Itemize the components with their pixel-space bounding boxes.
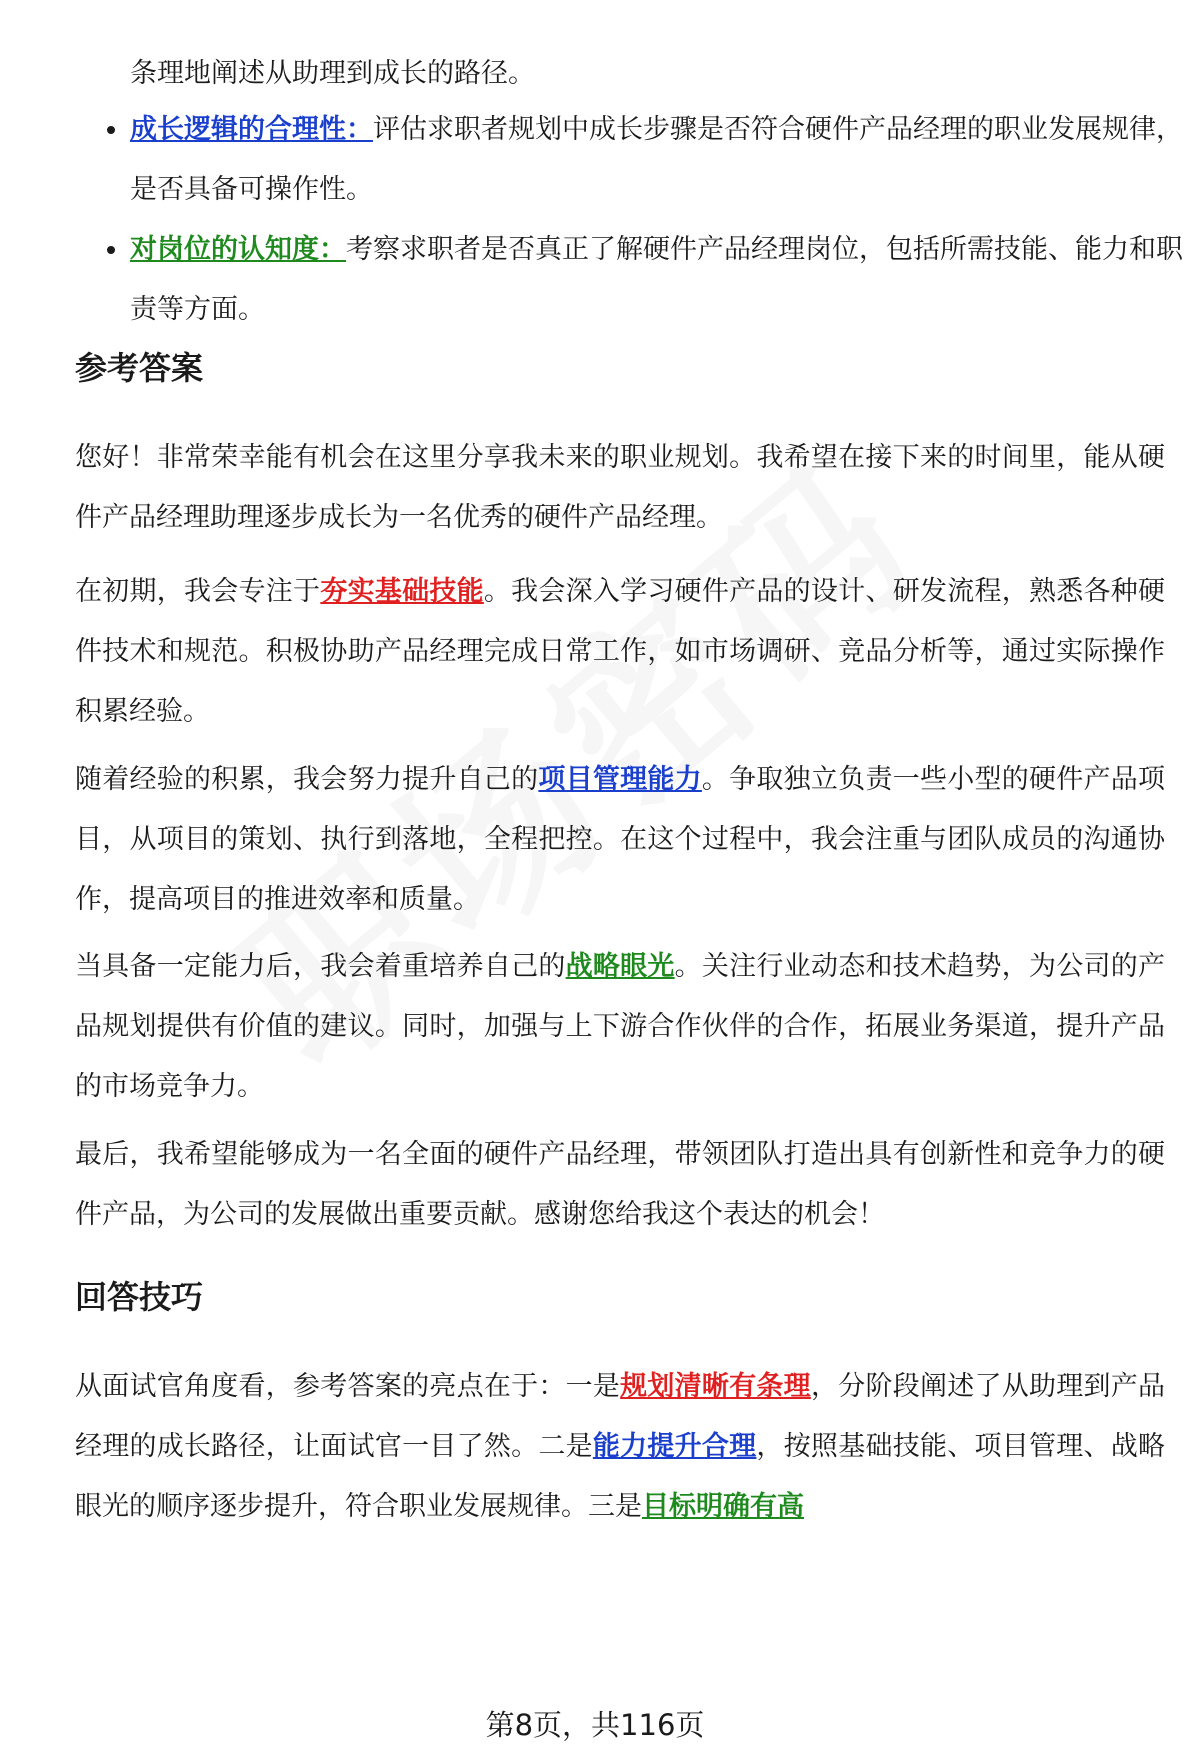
criteria-label: 成长逻辑的合理性：	[130, 114, 373, 145]
highlight-clear-plan: 规划清晰有条理	[620, 1371, 811, 1402]
section-heading-answer: 参考答案	[75, 349, 204, 387]
highlight-strategic-vision: 战略眼光	[565, 951, 675, 982]
text-run: ，分阶段阐述了从助理到产品经理的成长路径，让面试官一目了然。二是	[75, 1371, 1166, 1462]
intro-tail-line: 条理地阐述从助理到成长的路径。	[130, 58, 535, 89]
section-heading-tips: 回答技巧	[75, 1278, 204, 1316]
answer-paragraph-5: 最后，我希望能够成为一名全面的硬件产品经理，带领团队打造出具有创新性和竞争力的硬件产品，为公司的发展做出重要贡献。感谢您给我这个表达的机会！	[75, 1139, 1165, 1230]
criteria-item-growth-logic	[130, 100, 1190, 220]
criteria-list	[98, 100, 1190, 340]
highlight-project-management: 项目管理能力	[538, 764, 702, 795]
answer-paragraph-4	[75, 937, 1165, 1117]
text-run: 随着经验的积累，我会努力提升自己的	[75, 764, 539, 795]
text-run: 当具备一定能力后，我会着重培养自己的	[75, 951, 566, 982]
answer-paragraph-2	[75, 562, 1165, 742]
answer-paragraph-1: 您好！非常荣幸能有机会在这里分享我未来的职业规划。我希望在接下来的时间里，能从硬件产品经理助理逐步成长为一名优秀的硬件产品经理。	[75, 442, 1165, 533]
text-run: 。我会深入学习硬件产品的设计、研发流程，熟悉各种硬件技术和规范。积极协助产品经理完成日常工作，如市场调研、竞品分析等，通过实际操作积累经验。	[75, 576, 1166, 727]
tips-paragraph	[75, 1357, 1165, 1537]
text-run: ，按照基础技能、项目管理、战略眼光的顺序逐步提升，符合职业发展规律。三是	[75, 1431, 1166, 1522]
text-run: 从面试官角度看，参考答案的亮点在于：一是	[75, 1371, 621, 1402]
criteria-item-role-awareness	[130, 220, 1190, 340]
page-number-footer: 第8页，共116页	[485, 1708, 705, 1742]
text-run: 。关注行业动态和技术趋势，为公司的产品规划提供有价值的建议。同时，加强与上下游合作伙伴的合作，拓展业务渠道，提升产品的市场竞争力。	[75, 951, 1166, 1102]
highlight-clear-goal: 目标明确有高	[642, 1491, 804, 1522]
highlight-basic-skills: 夯实基础技能	[320, 576, 484, 607]
highlight-reasonable-growth: 能力提升合理	[592, 1431, 757, 1462]
criteria-text: 评估求职者规划中成长步骤是否符合硬件产品经理的职业发展规律，是否具备可操作性。	[130, 114, 1183, 205]
text-run: 。争取独立负责一些小型的硬件产品项目，从项目的策划、执行到落地，全程把控。在这个过程中，我会注重与团队成员的沟通协作，提高项目的推进效率和质量。	[75, 764, 1166, 915]
answer-paragraph-3	[75, 750, 1165, 930]
criteria-label: 对岗位的认知度：	[130, 234, 346, 265]
text-run: 在初期，我会专注于	[75, 576, 321, 607]
criteria-text: 考察求职者是否真正了解硬件产品经理岗位，包括所需技能、能力和职责等方面。	[130, 234, 1183, 325]
